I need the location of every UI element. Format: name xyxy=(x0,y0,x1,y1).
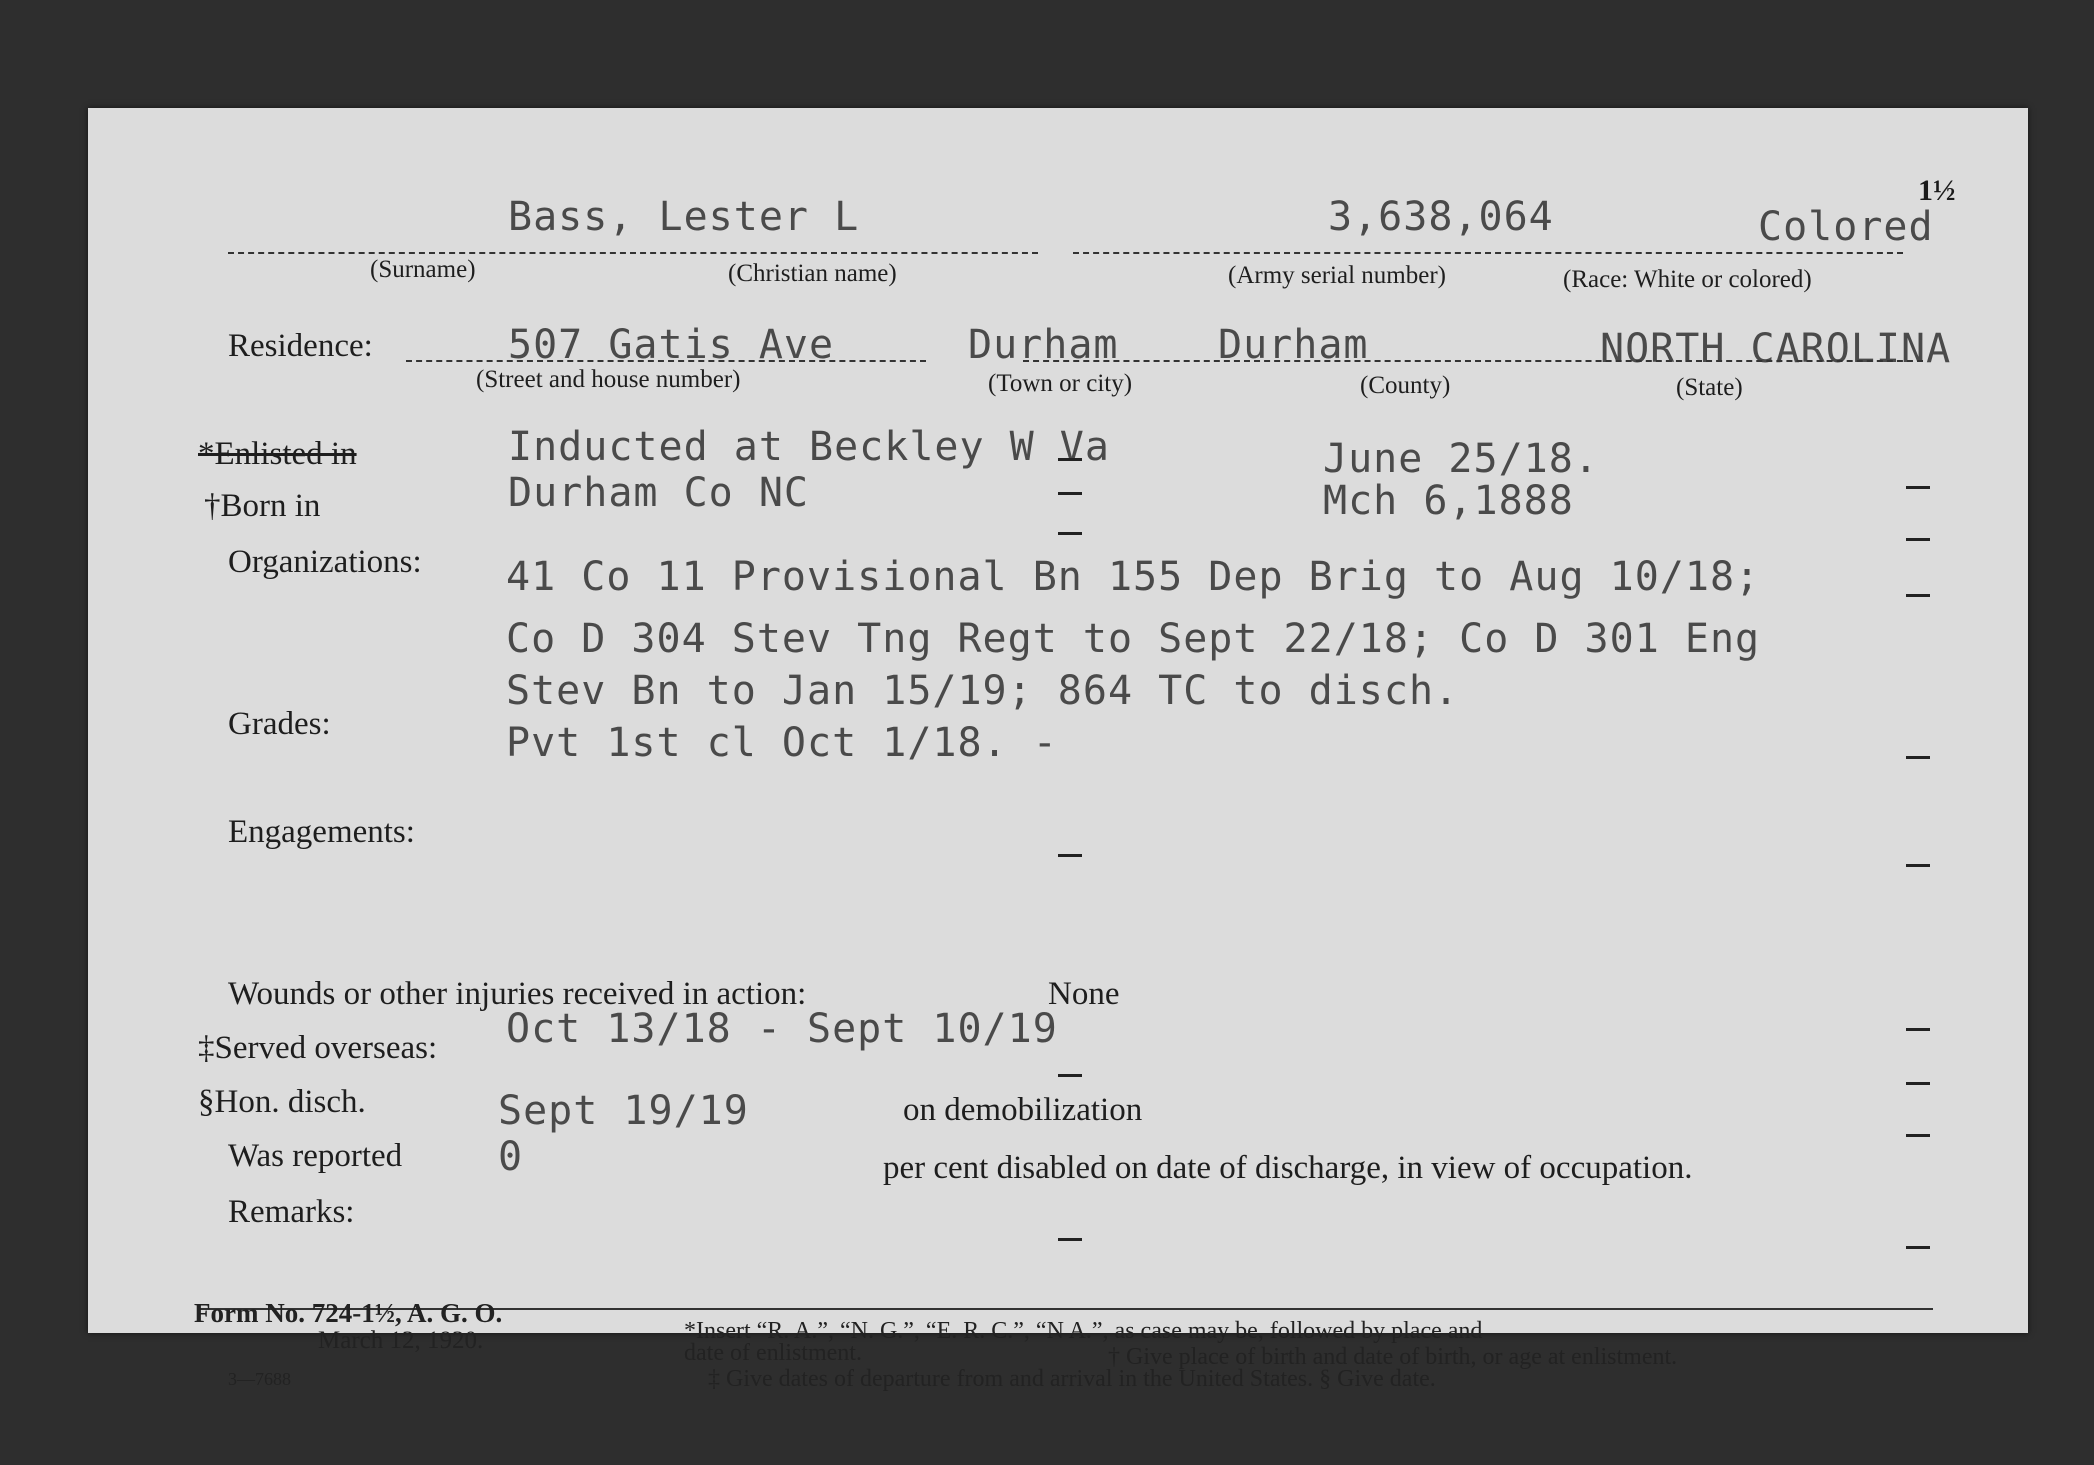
grades-label: Grades: xyxy=(228,706,331,742)
wounds-label: Wounds or other injuries received in action: xyxy=(228,976,807,1012)
hon-disch-label: §Hon. disch. xyxy=(198,1084,366,1120)
caption-race: (Race: White or colored) xyxy=(1563,266,1812,293)
margin-dash xyxy=(1906,1082,1930,1085)
was-reported-label: Was reported xyxy=(228,1138,403,1174)
caption-serial: (Army serial number) xyxy=(1228,262,1446,289)
footer-note-2b: † Give place of birth and date of birth, or age at enlistment. xyxy=(1108,1344,1678,1370)
born-place: Durham Co NC xyxy=(508,470,809,516)
caption-surname: (Surname) xyxy=(370,256,476,283)
residence-state: NORTH CAROLINA xyxy=(1600,326,1952,372)
organizations-line-1: 41 Co 11 Provisional Bn 155 Dep Brig to Aug 10/18; xyxy=(506,554,1761,600)
margin-dash xyxy=(1906,1246,1930,1249)
form-number: Form No. 724-1½, A. G. O. xyxy=(194,1298,503,1328)
enlisted-label: *Enlisted in xyxy=(198,436,357,472)
print-code: 3—7688 xyxy=(228,1369,291,1389)
born-label: †Born in xyxy=(204,488,321,524)
margin-dash xyxy=(1906,486,1930,489)
service-record-card xyxy=(88,108,2028,1392)
wounds-value: None xyxy=(1048,976,1120,1012)
margin-dash xyxy=(1906,756,1930,759)
margin-dash xyxy=(1906,594,1930,597)
organizations-label: Organizations: xyxy=(228,544,422,580)
form-date: March 12, 1920. xyxy=(318,1327,484,1354)
caption-street: (Street and house number) xyxy=(476,366,741,393)
caption-county: (County) xyxy=(1360,372,1451,399)
footer-note-3: ‡ Give dates of departure from and arrival in the United States. § Give date. xyxy=(708,1366,1436,1392)
served-overseas-value: Oct 13/18 - Sept 10/19 xyxy=(506,1006,1058,1052)
footer-note-1: *Insert “R. A.”, “N. G.”, “E. R. C.”, “N A.”, as case may be, followed by place and xyxy=(684,1318,1483,1344)
residence-town: Durham xyxy=(968,322,1119,368)
enlisted-date: June 25/18. xyxy=(1323,436,1599,482)
town-county-state-line xyxy=(1023,360,1923,362)
caption-town: (Town or city) xyxy=(988,370,1133,397)
footer-note-2a: date of enlistment. xyxy=(684,1340,862,1366)
organizations-line-2: Co D 304 Stev Tng Regt to Sept 22/18; Co D 301 Eng xyxy=(506,616,1761,662)
engagements-label: Engagements: xyxy=(228,814,415,850)
center-dash xyxy=(1058,1074,1082,1077)
grades-value: Pvt 1st cl Oct 1/18. - xyxy=(506,720,1058,766)
center-dash xyxy=(1058,458,1082,461)
soldier-name: Bass, Lester L xyxy=(508,194,860,240)
serial-line xyxy=(1073,252,1903,254)
enlisted-value: Inducted at Beckley W Va xyxy=(508,424,1110,470)
race-value: Colored xyxy=(1758,204,1934,250)
center-dash xyxy=(1058,854,1082,857)
serial-number: 3,638,064 xyxy=(1328,194,1554,240)
margin-dash xyxy=(1906,538,1930,541)
street-line xyxy=(406,360,926,362)
disability-note: per cent disabled on date of discharge, in view of occupation. xyxy=(883,1150,1693,1186)
margin-dash xyxy=(1906,1028,1930,1031)
organizations-line-3: Stev Bn to Jan 15/19; 864 TC to disch. xyxy=(506,668,1460,714)
residence-label: Residence: xyxy=(228,328,373,364)
margin-dash xyxy=(1906,1134,1930,1137)
was-reported-value: 0 xyxy=(498,1134,524,1180)
caption-state: (State) xyxy=(1676,374,1743,401)
name-line xyxy=(228,252,1038,254)
residence-street: 507 Gatis Ave xyxy=(508,322,835,368)
residence-county: Durham xyxy=(1218,322,1369,368)
center-dash xyxy=(1058,532,1082,535)
center-dash xyxy=(1058,1238,1082,1241)
served-overseas-label: ‡Served overseas: xyxy=(198,1030,438,1066)
hon-disch-note: on demobilization xyxy=(903,1092,1143,1128)
caption-christian-name: (Christian name) xyxy=(728,260,897,287)
hon-disch-value: Sept 19/19 xyxy=(498,1088,749,1134)
born-date: Mch 6,1888 xyxy=(1323,478,1574,524)
margin-dash xyxy=(1906,864,1930,867)
remarks-label: Remarks: xyxy=(228,1194,355,1230)
center-dash xyxy=(1058,492,1082,495)
fraction-mark: 1½ xyxy=(1918,174,1956,207)
